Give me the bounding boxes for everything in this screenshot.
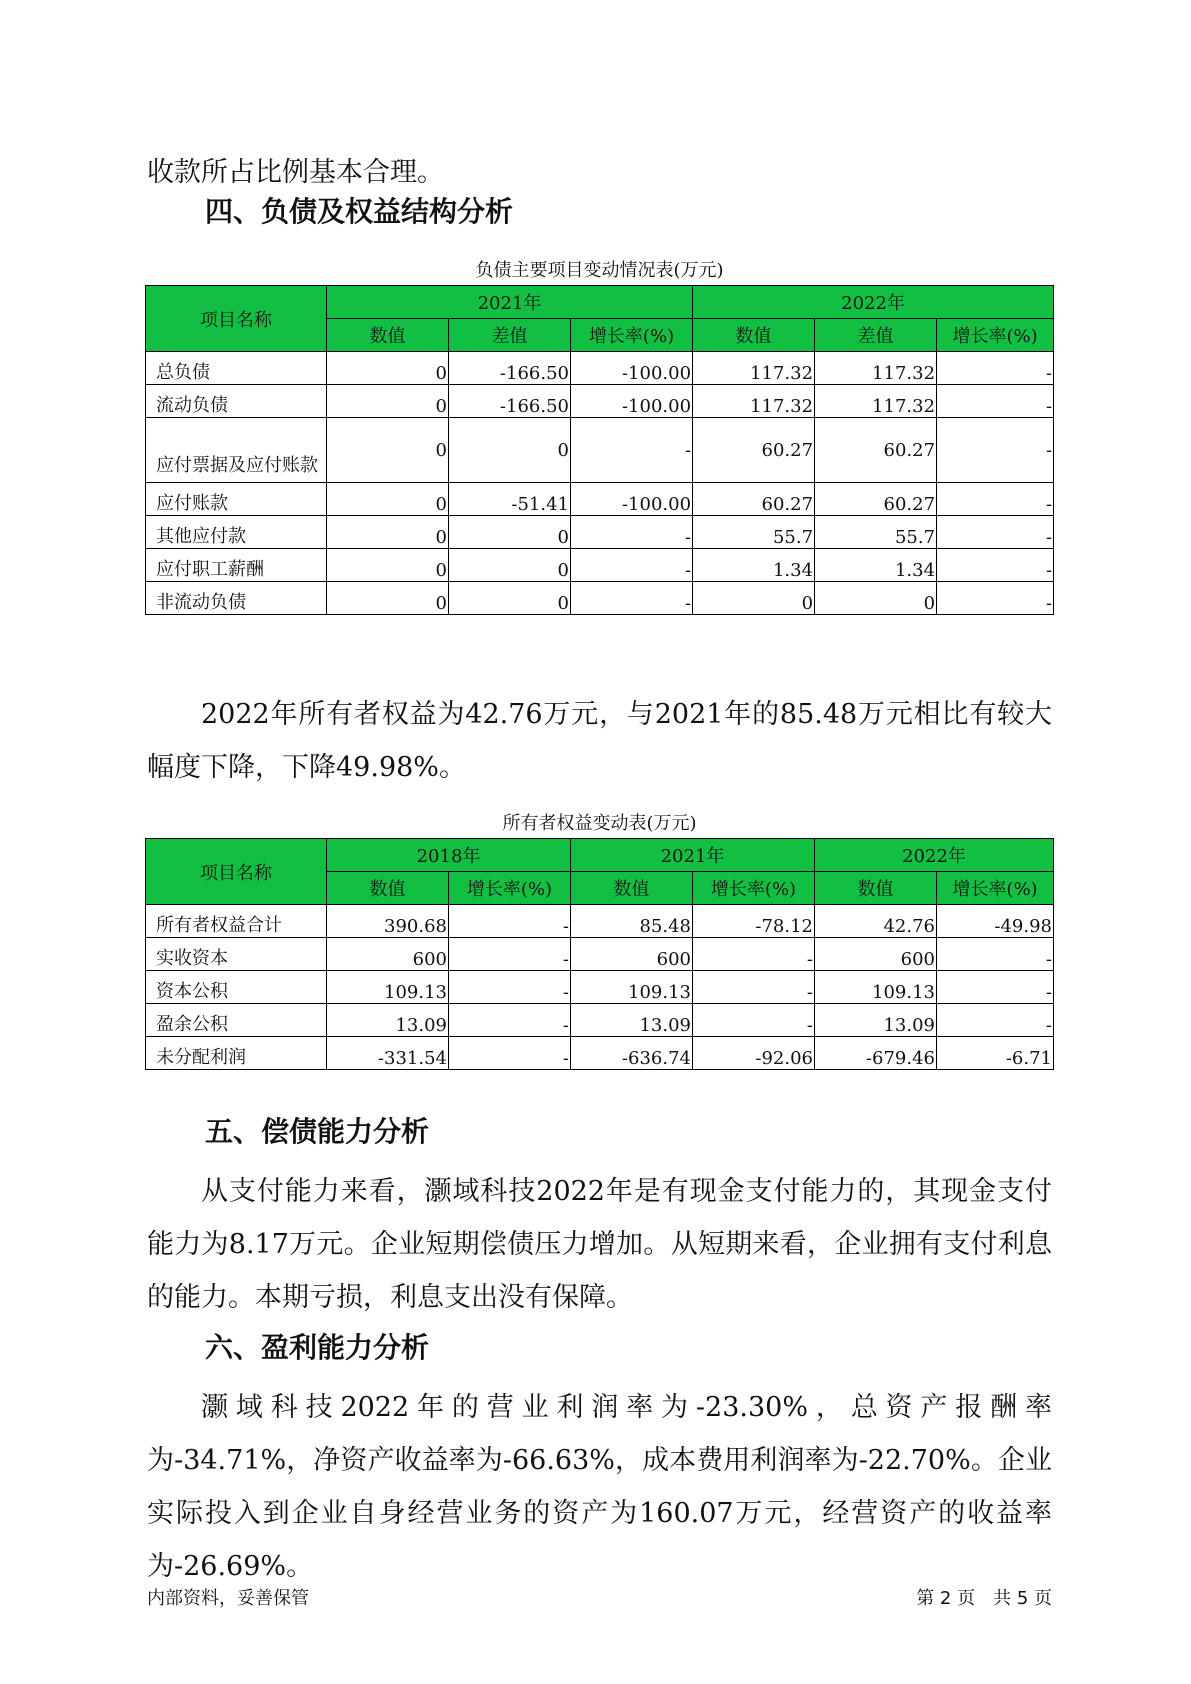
cell: - bbox=[937, 1004, 1054, 1037]
equity-table bbox=[145, 838, 1054, 1070]
paragraph-intro: 收款所占比例基本合理。 bbox=[147, 157, 444, 188]
cell: - bbox=[571, 549, 693, 582]
section-heading-5: 五、偿债能力分析 bbox=[205, 1115, 430, 1148]
cell: 0 bbox=[327, 385, 449, 418]
paragraph-solvency: 从支付能力来看，灏域科技2022年是有现金支付能力的，其现金支付能力为8.17万元。企业短期偿债压力增加。从短期来看，企业拥有支付利息的能力。本期亏损，利息支出没有保障。 bbox=[147, 1176, 1052, 1313]
header-year-2021: 2021年 bbox=[327, 286, 693, 319]
cell: - bbox=[937, 385, 1054, 418]
row-label: 非流动负债 bbox=[146, 582, 327, 615]
cell: - bbox=[937, 549, 1054, 582]
table-row bbox=[146, 418, 1054, 483]
cell: - bbox=[937, 352, 1054, 385]
row-label: 流动负债 bbox=[146, 385, 327, 418]
paragraph-profitability: 灏域科技2022年的营业利润率为-23.30%，总资产报酬率为-34.71%，净资产收益率为-66.63%，成本费用利润率为-22.70%。企业实际投入到企业自身经营业务的资产为160.07万元，经营资产的收益率为-26.69%。 bbox=[147, 1392, 1052, 1582]
table-header-row bbox=[146, 839, 1054, 872]
cell: 60.27 bbox=[815, 483, 937, 516]
cell: 0 bbox=[327, 549, 449, 582]
subheader-value: 数值 bbox=[571, 872, 693, 905]
paragraph-equity: 2022年所有者权益为42.76万元，与2021年的85.48万元相比有较大幅度下降，下降49.98%。 bbox=[147, 699, 1052, 783]
section-heading-4: 四、负债及权益结构分析 bbox=[205, 195, 514, 228]
cell: 55.7 bbox=[693, 516, 815, 549]
row-label: 实收资本 bbox=[146, 938, 327, 971]
cell: -166.50 bbox=[449, 352, 571, 385]
table-row bbox=[146, 1037, 1054, 1070]
cell: 0 bbox=[693, 582, 815, 615]
row-label: 所有者权益合计 bbox=[146, 905, 327, 938]
cell: - bbox=[693, 971, 815, 1004]
cell: -78.12 bbox=[693, 905, 815, 938]
cell: - bbox=[571, 418, 693, 483]
subheader-growth: 增长率(%) bbox=[449, 872, 571, 905]
cell: - bbox=[571, 516, 693, 549]
table-row bbox=[146, 905, 1054, 938]
cell: -49.98 bbox=[937, 905, 1054, 938]
cell: 60.27 bbox=[815, 418, 937, 483]
cell: 0 bbox=[327, 582, 449, 615]
cell: -636.74 bbox=[571, 1037, 693, 1070]
cell: -100.00 bbox=[571, 352, 693, 385]
header-year-2022: 2022年 bbox=[815, 839, 1054, 872]
cell: -6.71 bbox=[937, 1037, 1054, 1070]
cell: 109.13 bbox=[815, 971, 937, 1004]
footer-confidential-note: 内部资料，妥善保管 bbox=[147, 1588, 309, 1609]
header-item-name: 项目名称 bbox=[146, 286, 327, 352]
cell: 0 bbox=[815, 582, 937, 615]
cell: 0 bbox=[327, 352, 449, 385]
footer-page-number: 第 2 页 共 5 页 bbox=[916, 1588, 1052, 1609]
row-label: 应付职工薪酬 bbox=[146, 549, 327, 582]
subheader-value: 数值 bbox=[693, 319, 815, 352]
section-heading-6: 六、盈利能力分析 bbox=[205, 1331, 430, 1364]
cell: 117.32 bbox=[815, 352, 937, 385]
subheader-value: 数值 bbox=[327, 319, 449, 352]
cell: -100.00 bbox=[571, 483, 693, 516]
row-label: 盈余公积 bbox=[146, 1004, 327, 1037]
cell: -679.46 bbox=[815, 1037, 937, 1070]
cell: - bbox=[449, 905, 571, 938]
cell: 0 bbox=[327, 418, 449, 483]
cell: 117.32 bbox=[693, 352, 815, 385]
row-label: 其他应付款 bbox=[146, 516, 327, 549]
cell: 1.34 bbox=[815, 549, 937, 582]
cell: -51.41 bbox=[449, 483, 571, 516]
cell: - bbox=[571, 582, 693, 615]
table-row bbox=[146, 938, 1054, 971]
table-row bbox=[146, 971, 1054, 1004]
cell: 600 bbox=[327, 938, 449, 971]
row-label: 未分配利润 bbox=[146, 1037, 327, 1070]
cell: 390.68 bbox=[327, 905, 449, 938]
cell: - bbox=[937, 971, 1054, 1004]
table-row bbox=[146, 385, 1054, 418]
cell: - bbox=[693, 1004, 815, 1037]
header-year-2021: 2021年 bbox=[571, 839, 815, 872]
header-year-2022: 2022年 bbox=[693, 286, 1054, 319]
cell: 117.32 bbox=[693, 385, 815, 418]
subheader-growth: 增长率(%) bbox=[571, 319, 693, 352]
cell: -331.54 bbox=[327, 1037, 449, 1070]
cell: 60.27 bbox=[693, 418, 815, 483]
cell: - bbox=[937, 516, 1054, 549]
cell: 13.09 bbox=[571, 1004, 693, 1037]
row-label: 资本公积 bbox=[146, 971, 327, 1004]
subheader-growth: 增长率(%) bbox=[693, 872, 815, 905]
cell: - bbox=[693, 938, 815, 971]
cell: 85.48 bbox=[571, 905, 693, 938]
cell: 55.7 bbox=[815, 516, 937, 549]
header-year-2018: 2018年 bbox=[327, 839, 571, 872]
cell: - bbox=[449, 938, 571, 971]
subheader-diff: 差值 bbox=[815, 319, 937, 352]
cell: -100.00 bbox=[571, 385, 693, 418]
subheader-value: 数值 bbox=[815, 872, 937, 905]
cell: - bbox=[937, 938, 1054, 971]
cell: 0 bbox=[327, 483, 449, 516]
cell: 13.09 bbox=[815, 1004, 937, 1037]
table-header-row bbox=[146, 286, 1054, 319]
cell: 0 bbox=[449, 516, 571, 549]
cell: 109.13 bbox=[327, 971, 449, 1004]
table-row bbox=[146, 549, 1054, 582]
cell: 42.76 bbox=[815, 905, 937, 938]
row-label: 总负债 bbox=[146, 352, 327, 385]
cell: - bbox=[937, 582, 1054, 615]
cell: 0 bbox=[449, 418, 571, 483]
cell: 0 bbox=[327, 516, 449, 549]
cell: - bbox=[449, 1037, 571, 1070]
table-row bbox=[146, 582, 1054, 615]
cell: 600 bbox=[815, 938, 937, 971]
cell: 1.34 bbox=[693, 549, 815, 582]
cell: 0 bbox=[449, 582, 571, 615]
table1-caption: 负债主要项目变动情况表(万元) bbox=[475, 260, 724, 281]
table-row bbox=[146, 516, 1054, 549]
liability-table bbox=[145, 285, 1054, 615]
cell: 60.27 bbox=[693, 483, 815, 516]
header-item-name: 项目名称 bbox=[146, 839, 327, 905]
table2-caption: 所有者权益变动表(万元) bbox=[502, 813, 697, 834]
subheader-growth: 增长率(%) bbox=[937, 872, 1054, 905]
cell: 0 bbox=[449, 549, 571, 582]
cell: - bbox=[449, 1004, 571, 1037]
cell: 117.32 bbox=[815, 385, 937, 418]
cell: -92.06 bbox=[693, 1037, 815, 1070]
row-label: 应付票据及应付账款 bbox=[146, 418, 327, 483]
cell: - bbox=[449, 971, 571, 1004]
cell: - bbox=[937, 483, 1054, 516]
subheader-diff: 差值 bbox=[449, 319, 571, 352]
table-row bbox=[146, 483, 1054, 516]
subheader-growth: 增长率(%) bbox=[937, 319, 1054, 352]
table-row bbox=[146, 352, 1054, 385]
cell: 13.09 bbox=[327, 1004, 449, 1037]
cell: - bbox=[937, 418, 1054, 483]
subheader-value: 数值 bbox=[327, 872, 449, 905]
cell: 109.13 bbox=[571, 971, 693, 1004]
cell: 600 bbox=[571, 938, 693, 971]
table-row bbox=[146, 1004, 1054, 1037]
row-label: 应付账款 bbox=[146, 483, 327, 516]
cell: -166.50 bbox=[449, 385, 571, 418]
